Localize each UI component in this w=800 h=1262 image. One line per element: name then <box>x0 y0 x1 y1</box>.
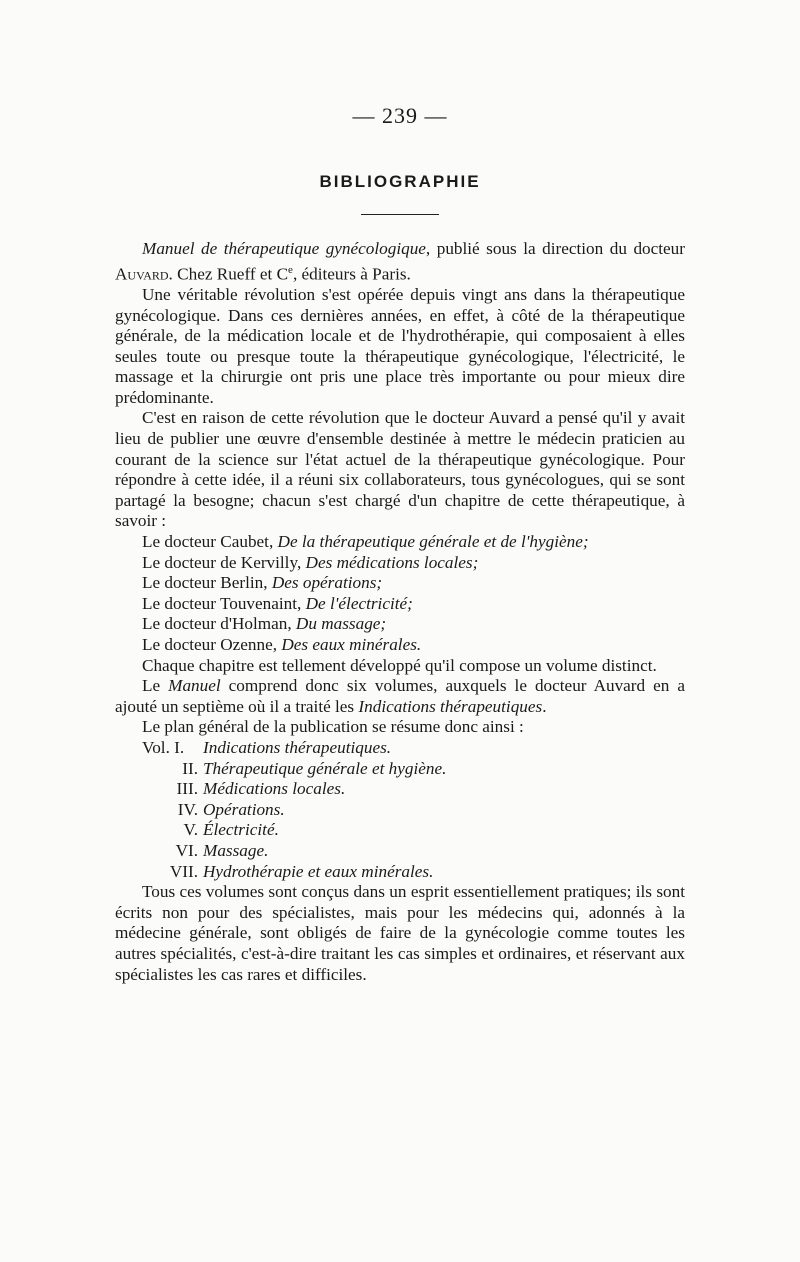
heading-rule <box>361 214 439 215</box>
citation-sup: e <box>288 263 293 276</box>
page-number: — 239 — <box>352 103 448 128</box>
volume-item <box>115 820 685 841</box>
collaborator-name: Le docteur Berlin, <box>142 573 272 593</box>
citation <box>115 239 685 285</box>
p4-text: . <box>542 696 547 716</box>
volume-number: VI. <box>175 840 198 860</box>
collaborator-work: Des eaux minérales. <box>281 635 422 655</box>
paragraph-2: C'est en raison de cette révolution que le docteur Auvard a pensé qu'il y avait lieu de publier une œuvre d'ensemble destinée à mettre le médecin praticien au courant de la science sur l'état actuel de la thérapeutique gynécologique. Pour répondre à cette idée, il a réuni six collaborateurs, tous gynécologues, qui se sont partagé la besogne; chacun s'est chargé d'un chapitre de cette thérapeutique, à savoir : <box>115 408 685 531</box>
volume-list <box>115 738 685 882</box>
volume-title: Thérapeutique générale et hygiène. <box>203 758 447 778</box>
collaborator-item <box>115 553 685 574</box>
citation-publisher: . Chez Rueff et C <box>168 264 289 284</box>
collaborator-work: Des opérations; <box>271 573 383 593</box>
collaborator-work: Du massage; <box>295 614 387 634</box>
paragraph-1: Une véritable révolution s'est opérée depuis vingt ans dans la thérapeutique gynécologique. Dans ces dernières années, en effet, à côté de la thérapeutique générale, de la médication locale et de l'hydrothérapie, qui composaient à elles seules toute ou presque toute la thérapeutique gynécologique, l'électricité, le massage et la chirurgie ont pris une place très importante ou pour mieux dire prédominante. <box>115 284 685 407</box>
collaborator-item <box>115 573 685 594</box>
collaborator-work: De l'électricité; <box>305 593 413 613</box>
collaborator-item <box>115 594 685 615</box>
body-text <box>115 239 685 985</box>
volume-number: II. <box>182 758 198 778</box>
citation-text: , publié sous la direction du docteur <box>425 239 685 258</box>
collaborator-name: Le docteur de Kervilly, <box>142 552 306 572</box>
paragraph-4 <box>115 676 685 717</box>
collaborator-name: Le docteur Caubet, <box>142 532 278 552</box>
p4-manuel: Manuel <box>168 676 221 696</box>
collaborator-work: Des médications locales; <box>305 552 479 572</box>
section-heading: BIBLIOGRAPHIE <box>319 172 481 191</box>
volume-title: Hydrothérapie et eaux minérales. <box>203 861 434 881</box>
p4-text: comprend donc six volumes, auxquels le docteur Auvard en a ajouté un septième où il a traité les <box>115 676 685 716</box>
collaborator-name: Le docteur d'Holman, <box>142 614 296 634</box>
volume-title: Opérations. <box>203 799 285 819</box>
volume-title: Massage. <box>203 840 269 860</box>
volume-number: V. <box>183 820 198 840</box>
volume-item <box>115 738 685 759</box>
volume-title: Électricité. <box>203 820 279 840</box>
volume-item <box>115 779 685 800</box>
volume-number: III. <box>176 779 198 799</box>
citation-end: , éditeurs à Paris. <box>292 264 411 284</box>
paragraph-5: Le plan général de la publication se résume donc ainsi : <box>142 717 524 737</box>
volume-number: Vol. I. <box>142 737 185 757</box>
volume-number: IV. <box>177 799 198 819</box>
volume-title: Indications thérapeutiques. <box>203 737 392 757</box>
volume-item <box>115 841 685 862</box>
paragraph-6: Tous ces volumes sont conçus dans un esprit essentiellement pratiques; ils sont écrits non pour des spécialistes, mais pour les médecins qui, adonnés à la médecine générale, sont obligés de faire de la gynécologie comme toutes les autres spécialités, c'est-à-dire traitant les cas simples et ordinaires, et réservant aux spécialistes les cas rares et difficiles. <box>115 882 685 984</box>
collaborator-work: De la thérapeutique générale et de l'hygiène; <box>277 532 589 552</box>
p4-indications: Indications thérapeutiques <box>358 696 543 716</box>
volume-item <box>115 862 685 883</box>
book-title: Manuel de thérapeutique gynécologique <box>142 239 426 258</box>
volume-item <box>115 800 685 821</box>
collaborator-item <box>115 532 685 553</box>
p4-text: Le <box>142 676 169 696</box>
author-name: Auvard <box>115 264 169 284</box>
volume-number: VII. <box>169 861 198 881</box>
collaborator-name: Le docteur Ozenne, <box>142 635 282 655</box>
collaborator-item <box>115 614 685 635</box>
volume-title: Médications locales. <box>203 779 346 799</box>
collaborator-name: Le docteur Touvenaint, <box>142 593 306 613</box>
collaborator-list <box>115 532 685 656</box>
volume-item <box>115 759 685 780</box>
paragraph-3: Chaque chapitre est tellement développé qu'il compose un volume distinct. <box>142 655 657 675</box>
collaborator-item <box>115 635 685 656</box>
